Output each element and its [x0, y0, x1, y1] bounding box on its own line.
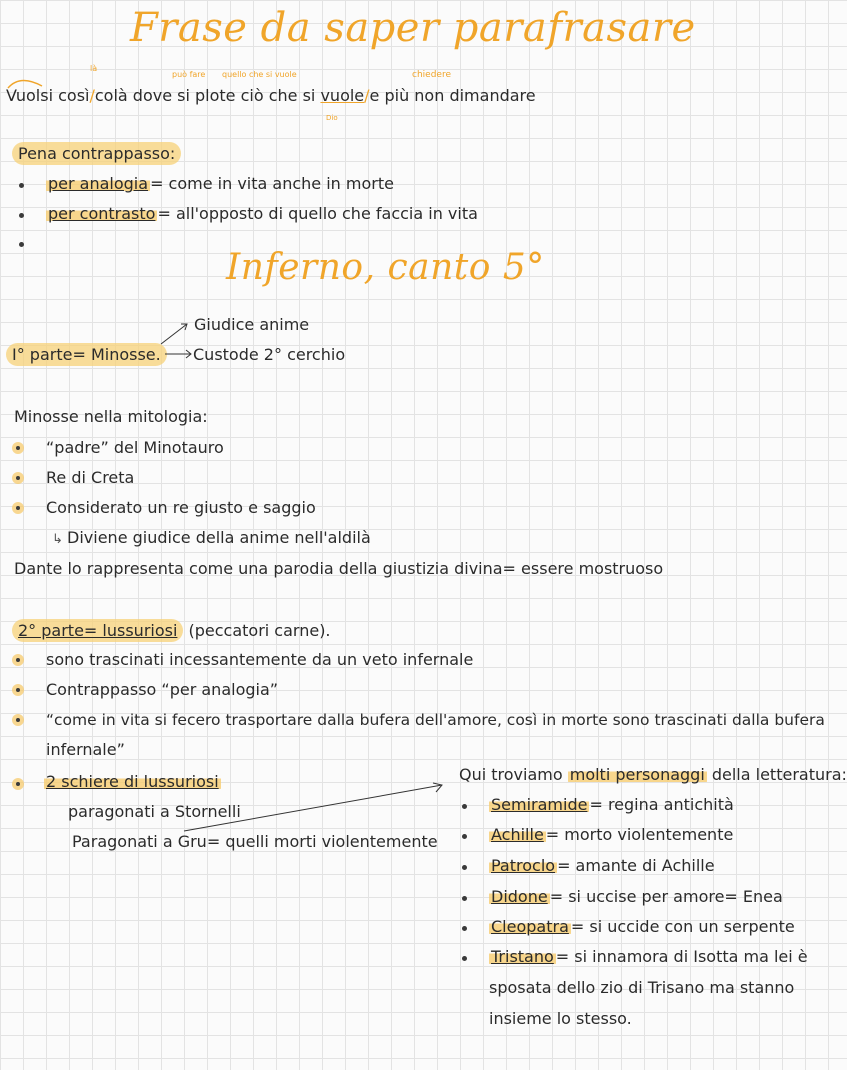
personaggio-name: Tristano: [491, 947, 554, 966]
personaggi-intro-b: della letteratura:: [706, 765, 847, 784]
pena-term: per analogia: [48, 174, 149, 193]
verse-part-a: Vuolsi così: [6, 86, 90, 105]
bullet: [19, 242, 24, 247]
personaggio-desc: = regina antichità: [589, 795, 734, 814]
mitologia-item: “padre” del Minotauro: [46, 438, 224, 457]
bullet: [19, 213, 24, 218]
lussuriosi-part-hl: 2° parte= lussuriosi: [12, 619, 183, 642]
personaggio-name: Didone: [491, 887, 548, 906]
link-arrow: [180, 775, 460, 835]
bullet: [462, 956, 467, 961]
verse-part-b: colà dove si plote ciò che si: [94, 86, 316, 105]
annotation-la: là: [90, 64, 98, 73]
personaggio-cont: insieme lo stesso.: [489, 1009, 632, 1028]
schiera-gru: Paragonati a Gru= quelli morti violentemente: [72, 832, 438, 851]
personaggio-item: [489, 795, 734, 815]
section-title: Inferno, canto 5°: [226, 247, 545, 288]
bullet-highlight: [12, 684, 24, 696]
verse-line: [6, 86, 536, 106]
verse-arc-decoration: [0, 72, 60, 92]
personaggio-item: [489, 856, 715, 876]
bullet-highlight: [12, 778, 24, 790]
bullet-highlight: [12, 502, 24, 514]
bullet: [462, 865, 467, 870]
verse-slash: /: [364, 86, 370, 105]
bullet-highlight: [12, 472, 24, 484]
minosse-part: [6, 345, 167, 365]
verse-slash: /: [89, 86, 95, 105]
annotation-quello: quello che si vuole: [222, 70, 297, 79]
pena-item-contrasto: [46, 204, 478, 224]
personaggi-intro: [459, 765, 847, 785]
mitologia-item: Re di Creta: [46, 468, 135, 487]
personaggio-name: Semiramide: [491, 795, 588, 814]
bullet-highlight: [12, 714, 24, 726]
pena-term: per contrasto: [48, 204, 156, 223]
bullet: [462, 834, 467, 839]
lussuriosi-item: Contrappasso “per analogia”: [46, 680, 279, 699]
schiera-stornelli: paragonati a Stornelli: [68, 802, 241, 821]
personaggio-item: [489, 917, 795, 937]
annotation-chiedere: chiedere: [412, 70, 451, 80]
pena-desc: = all'opposto di quello che faccia in vita: [157, 204, 478, 223]
lussuriosi-part-rest: (peccatori carne).: [183, 621, 331, 640]
personaggio-item: [489, 947, 808, 967]
verse-part-c: vuole: [320, 86, 365, 105]
minosse-part-text: I° parte= Minosse.: [6, 343, 167, 366]
lussuriosi-item: sono trascinati incessantemente da un veto infernale: [46, 650, 474, 669]
personaggio-name: Achille: [491, 825, 544, 844]
mitologia-item: Considerato un re giusto e saggio: [46, 498, 316, 517]
bullet: [462, 926, 467, 931]
mitologia-heading: Minosse nella mitologia:: [14, 407, 208, 426]
personaggio-desc: = si innamora di Isotta ma lei è: [555, 947, 808, 966]
personaggio-desc: = amante di Achille: [557, 856, 715, 875]
annotation-dio: Dio: [326, 114, 338, 122]
personaggi-intro-a: Qui troviamo: [459, 765, 568, 784]
pena-item-analogia: [46, 174, 394, 194]
schiere-text: 2 schiere di lussuriosi: [46, 772, 219, 791]
verse-part-d: e più non dimandare: [369, 86, 536, 105]
minosse-role-custode: Custode 2° cerchio: [193, 345, 346, 364]
bullet-highlight: [12, 442, 24, 454]
annotation-puo-fare: può fare: [172, 70, 206, 79]
mitologia-subitem: [52, 528, 371, 550]
return-arrow-icon: ↳: [52, 532, 68, 547]
personaggi-intro-hl: molti personaggi: [569, 765, 705, 784]
bullet-highlight: [12, 654, 24, 666]
pena-heading: [12, 144, 181, 164]
page-title: Frase da saper parafrasare: [130, 5, 696, 51]
lussuriosi-item-cont: infernale”: [46, 740, 125, 759]
personaggio-desc: = si uccide con un serpente: [570, 917, 795, 936]
personaggio-name: Cleopatra: [491, 917, 569, 936]
personaggio-desc: = morto violentemente: [545, 825, 734, 844]
mitologia-subitem-text: Diviene giudice della anime nell'aldilà: [67, 528, 371, 547]
dante-statement: Dante lo rappresenta come una parodia della giustizia divina= essere mostruoso: [14, 559, 664, 578]
personaggio-desc: = si uccise per amore= Enea: [549, 887, 783, 906]
pena-heading-text: Pena contrappasso:: [12, 142, 181, 165]
lussuriosi-item: “come in vita si fecero trasportare dalla bufera dell'amore, così in morte sono trascinati dalla bufera: [46, 711, 825, 729]
bullet: [19, 183, 24, 188]
lussuriosi-part: [12, 621, 331, 641]
bullet: [462, 896, 467, 901]
personaggio-cont: sposata dello zio di Trisano ma stanno: [489, 978, 795, 997]
personaggio-item: [489, 825, 733, 845]
pena-desc: = come in vita anche in morte: [150, 174, 394, 193]
minosse-role-giudice: Giudice anime: [194, 315, 310, 334]
personaggio-name: Patroclo: [491, 856, 556, 875]
bullet: [462, 804, 467, 809]
personaggio-item: [489, 887, 783, 907]
